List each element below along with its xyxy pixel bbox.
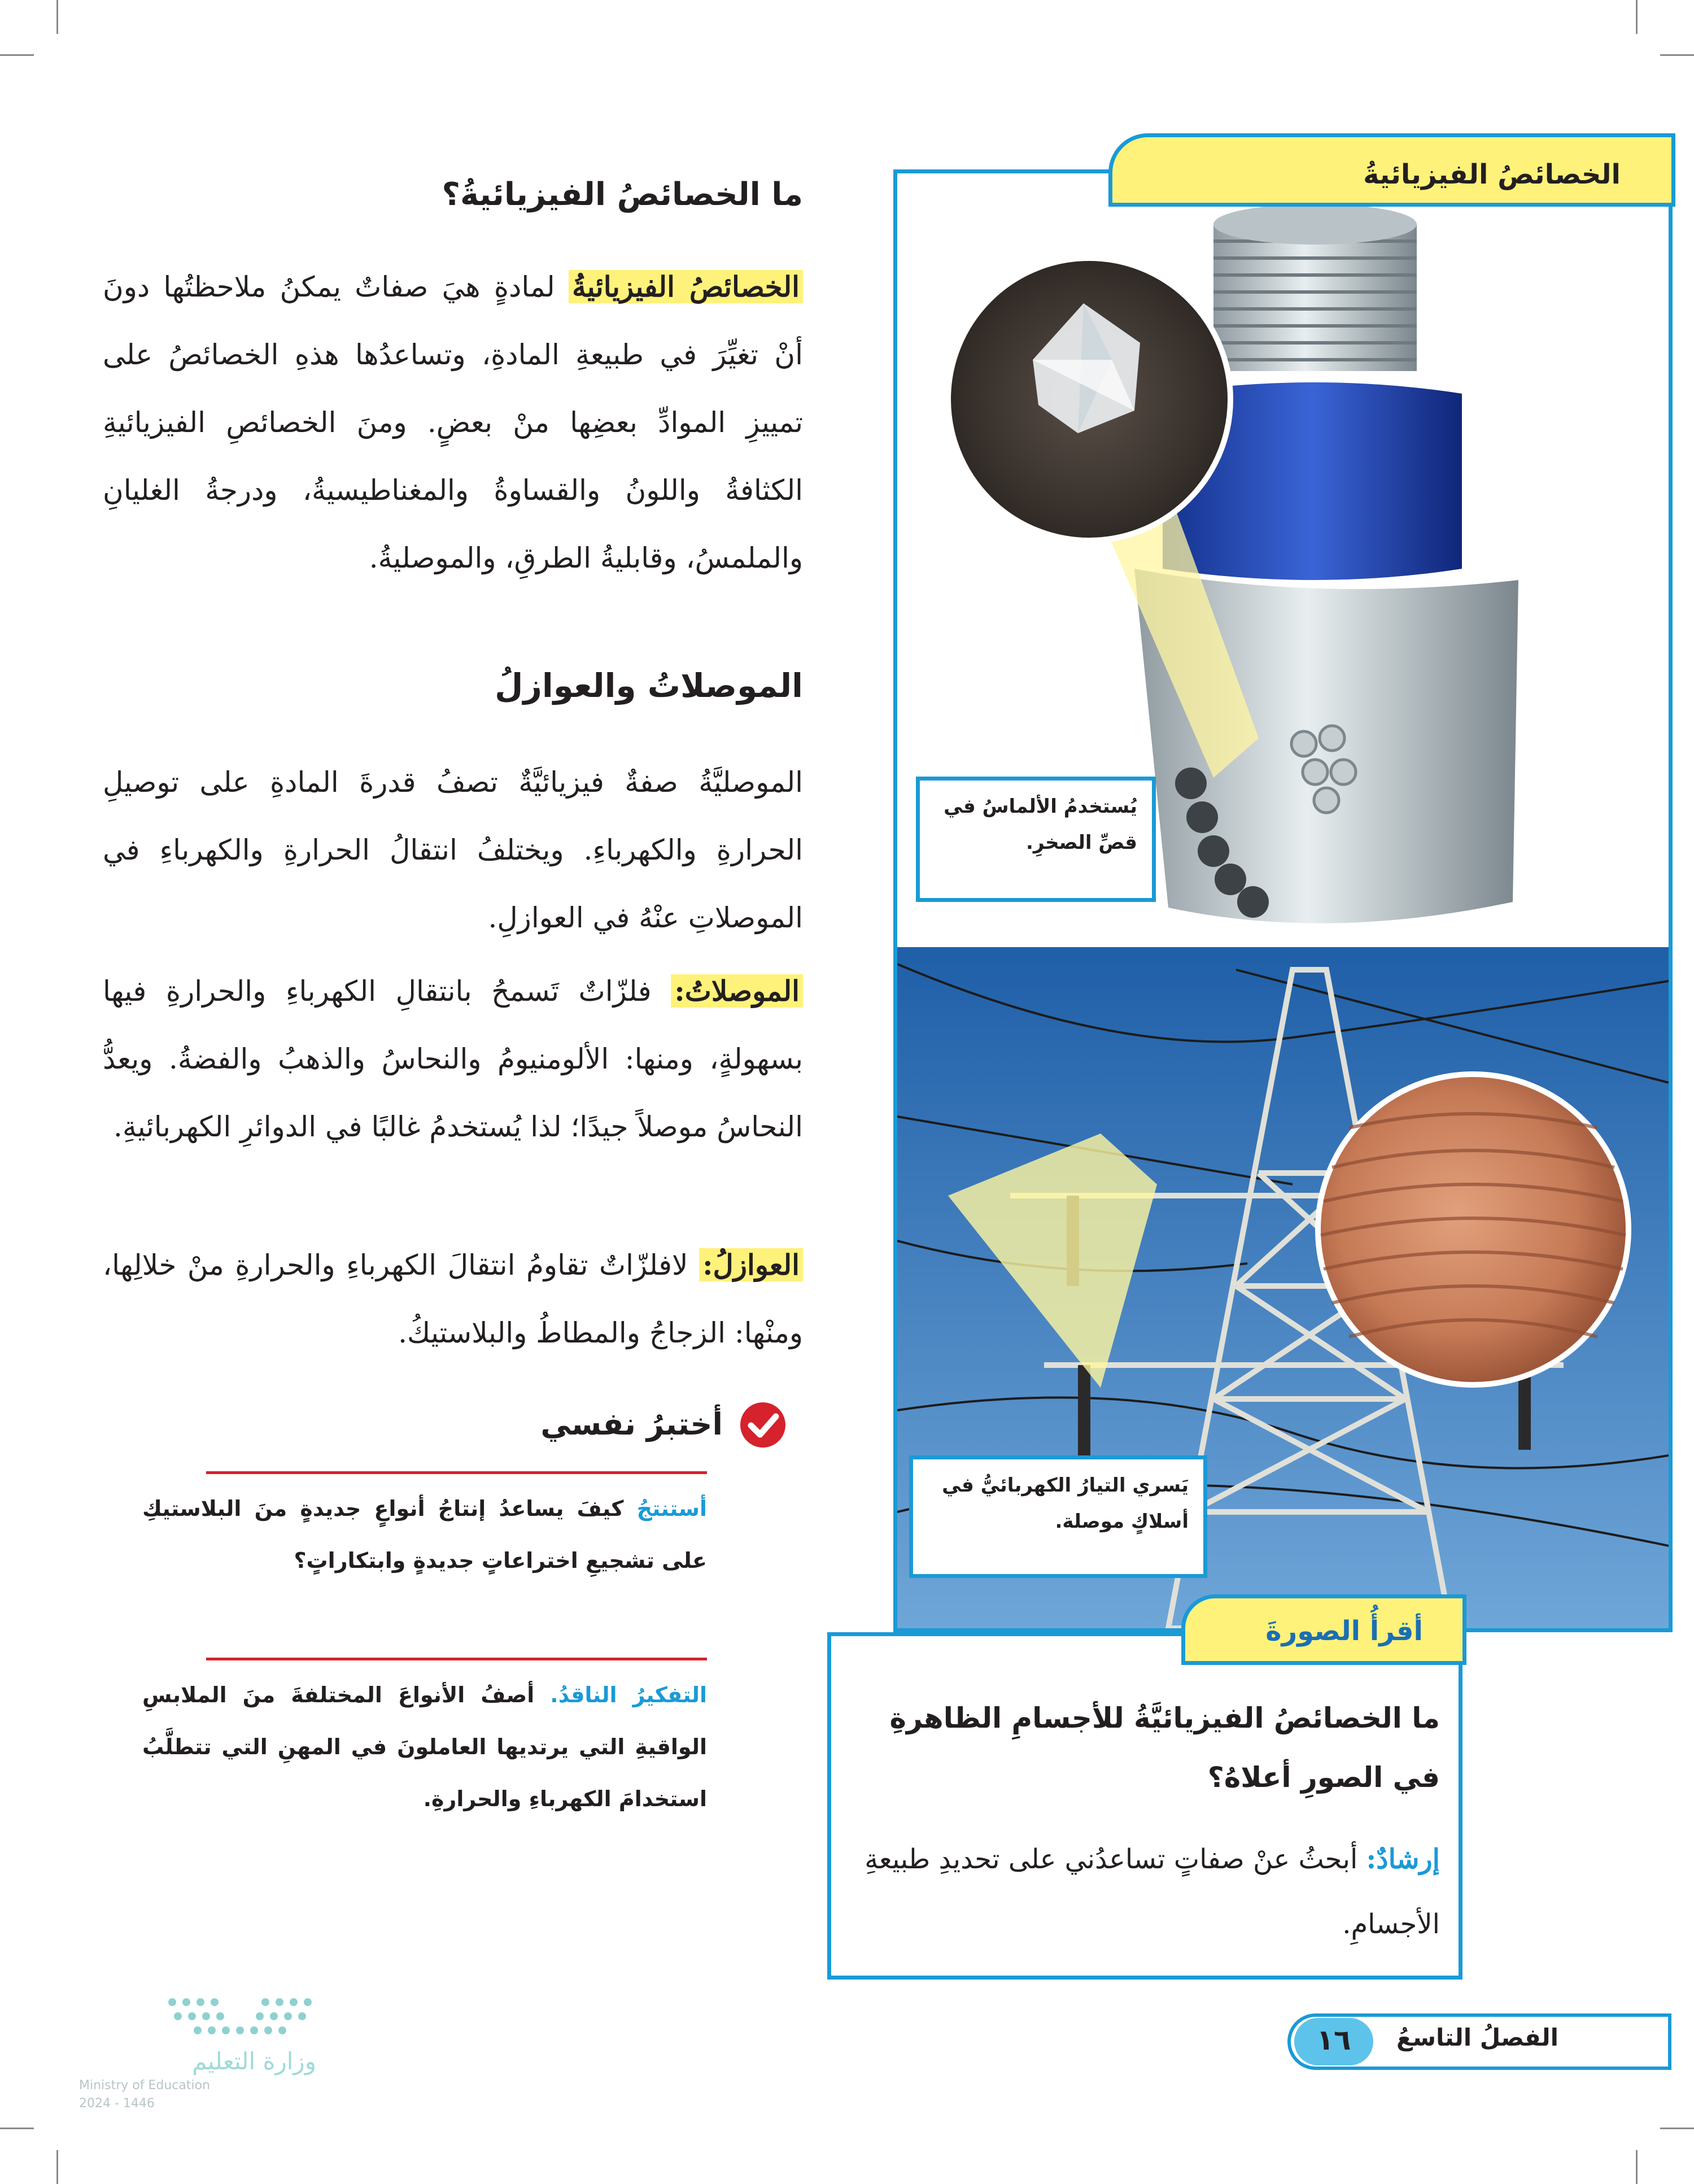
ministry-name-en: Ministry of Education — [79, 2078, 211, 2093]
intro-paragraph — [103, 253, 803, 592]
checkmark-icon — [739, 1401, 787, 1449]
conductivity-text: الموصليَّةُ صفةٌ فيزيائيَّةٌ تصفُ قدرةَ المادةِ على توصيلِ الحرارةِ والكهرباءِ. ويختلفُ انتقالُ الحرارةِ والكهرباءِ في الموصلاتِ عنْهُ في العوازلِ. — [103, 766, 803, 934]
page-number: ١٦ — [1316, 2024, 1351, 2056]
chapter-label: الفصلُ التاسعُ — [1396, 2024, 1558, 2051]
read-image-question: ما الخصائصُ الفيزيائيَّةُ للأجسامِ الظاهرةِ في الصورِ أعلاهُ؟ — [889, 1702, 1440, 1794]
ministry-logo-icon — [164, 1991, 316, 2042]
term-conductors: الموصلاتُ: — [671, 974, 803, 1008]
ministry-name-ar: وزارة التعليم — [192, 2047, 316, 2075]
divider-2 — [206, 1658, 707, 1660]
divider-1 — [206, 1471, 707, 1474]
ministry-year: 2024 - 1446 — [79, 2096, 155, 2111]
wire-caption: يَسري التيارُ الكهربائيُّ في أسلاكٍ موصلة. — [909, 1455, 1207, 1578]
q1-label: أستنتجُ — [636, 1496, 707, 1521]
self-test-question-2 — [142, 1669, 707, 1825]
hint-text: أبحثُ عنْ صفاتٍ تساعدُني على تحديدِ طبيعةِ الأجسامِ. — [865, 1843, 1440, 1940]
section-subtitle: الموصلاتُ والعوازلُ — [495, 666, 803, 705]
q1-text: كيفَ يساعدُ إنتاجُ أنواعٍ جديدةٍ منَ البلاستيكِ على تشجيعِ اختراعاتٍ جديدةٍ وابتكاراتٍ؟ — [142, 1496, 707, 1573]
read-image-hint — [864, 1827, 1440, 1957]
page-title: ما الخصائصُ الفيزيائيةُ؟ — [442, 176, 803, 213]
conductors-paragraph — [103, 957, 803, 1161]
intro-text: لمادةٍ هيَ صفاتٌ يمكنُ ملاحظتُها دونَ أنْ تغيِّرَ في طبيعةِ المادةِ، وتساعدُها هذهِ الخصائصُ على تمييزِ الموادِّ بعضِها منْ بعضٍ. ومنَ الخصائصِ الفيزيائيةِ الكثافةُ واللونُ والقساوةُ والمغناطيسيةُ، ودرجةُ الغليانِ والملمسُ، وقابليةُ الطرقِ، والموصليةُ. — [103, 271, 803, 574]
hint-label: إرشادٌ: — [1366, 1843, 1440, 1875]
term-physical-properties: الخصائصُ الفيزيائيةُ — [569, 270, 803, 303]
insulators-paragraph — [103, 1231, 803, 1367]
diamond-caption: يُستخدمُ الألماسُ في قصِّ الصخرِ. — [916, 777, 1156, 902]
insulators-text: لافلزّاتٌ تقاومُ انتقالَ الكهرباءِ والحرارةِ منْ خلالِها، ومنْها: الزجاجُ والمطاطُ والبلاستيكُ. — [103, 1249, 803, 1349]
self-test-title: أختبرُ نفسي — [540, 1406, 723, 1442]
q2-label: التفكيرُ الناقدُ. — [550, 1682, 707, 1707]
q2-text: أصفُ الأنواعَ المختلفةَ منَ الملابسِ الواقيةِ التي يرتديها العاملونَ في المهنِ التي تتطلَّبُ استخدامَ الكهرباءِ والحرارةِ. — [142, 1682, 707, 1811]
self-test-question-1 — [142, 1483, 707, 1586]
conductors-text: فلزّاتٌ تَسمحُ بانتقالِ الكهرباءِ والحرارةِ فيها بسهولةٍ، ومنها: الألومنيومُ والنحاسُ والذهبُ والفضةُ. ويعدُّ النحاسُ موصلاً جيدًا؛ لذا يُستخدمُ غالبًا في الدوائرِ الكهربائيةِ. — [103, 975, 803, 1143]
term-insulators: العوازلُ: — [699, 1248, 803, 1281]
conductivity-paragraph — [103, 748, 803, 952]
read-image-tab: أقرأُ الصورةَ — [1181, 1594, 1466, 1665]
section-tab-physical-properties: الخصائصُ الفيزيائيةُ — [1108, 133, 1675, 207]
